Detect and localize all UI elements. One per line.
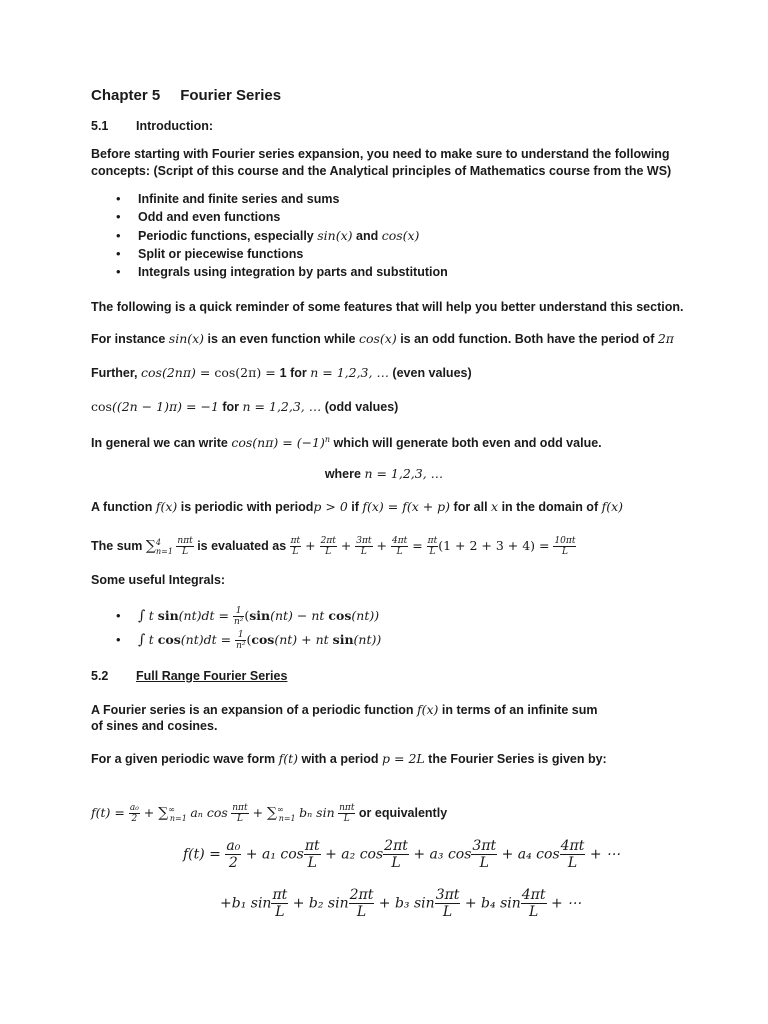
list-item-text: Periodic functions, especially: [138, 229, 318, 243]
math-fraction: $\frac{10\pi t}{L}$: [554, 536, 576, 558]
section-number: 5.1: [91, 119, 109, 133]
chapter-label: Chapter 5: [91, 87, 161, 104]
chapter-heading: [91, 88, 281, 104]
text: (even values): [388, 366, 472, 380]
math-inline: sin(x): [168, 331, 205, 346]
bullet-icon: •: [116, 632, 121, 647]
section-number: 5.2: [91, 669, 109, 683]
math-fraction: $\frac{\text{nπt}}{L}$: [177, 536, 193, 558]
text: For instance: [91, 332, 169, 346]
where-line: [0, 466, 768, 482]
math-inline: n = 1,2,3, …: [242, 399, 322, 414]
section-5-1-heading: [91, 118, 213, 134]
math-fraction: $\frac{\pi t}{L}$: [304, 838, 320, 871]
list-item: Split or piecewise functions: [138, 247, 304, 261]
math-fraction: $\frac{\pi t}{L}$: [290, 536, 301, 558]
text: is an even function while: [204, 332, 359, 346]
text: In general we can write: [91, 436, 232, 451]
fourier-series-compact: f(t) = $\frac{\text{a₀}}{2}$ + $\sum^\infty_{n=1}$ aₙ cos $\frac{\text{nπt}}{L}$ + $\sum^\infty_{n=1}$ bₙ sin $\frac{\text{nπt}}{L}$ or equivalently: [91, 803, 448, 825]
math-superscript: n: [324, 435, 331, 444]
math-fraction: $\frac{\text{nπt}}{L}$: [232, 803, 248, 825]
math-fraction: $\frac{4\pi t}{L}$: [521, 887, 546, 920]
reminder-paragraph: The following is a quick reminder of some features that will help you better understand this section.: [91, 300, 684, 314]
odd-values-paragraph: [91, 399, 398, 415]
math-inline: ((2n − 1)π) = −1: [111, 399, 219, 414]
bullet-icon: •: [116, 608, 121, 623]
sigma-icon: ∑: [158, 805, 169, 822]
math-superscript: 4: [155, 538, 161, 547]
math-fraction: $\frac{\text{a₀}}{2}$: [129, 803, 139, 825]
math-inline: cos(x): [381, 228, 420, 243]
math-inline: x: [491, 499, 499, 514]
text: for: [218, 400, 243, 414]
fourier-definition-line-1: A Fourier series is an expansion of a periodic function f(x) in terms of an infinite sum: [91, 702, 598, 717]
math-fraction: $\frac{4\pi t}{L}$: [560, 838, 585, 871]
text: if: [347, 500, 363, 514]
math-fraction: $\frac{2\pi t}{L}$: [349, 887, 374, 920]
math-fraction: $\frac{3\pi t}{L}$: [356, 536, 372, 558]
list-item: Odd and even functions: [138, 210, 281, 224]
sigma-icon: ∑: [145, 538, 156, 555]
further-paragraph: [91, 365, 472, 381]
math-fraction: $\frac{4\pi t}{L}$: [391, 536, 408, 558]
section-title: Full Range Fourier Series: [136, 669, 288, 683]
intro-line-1: Before starting with Fourier series expansion, you need to make sure to understand the following: [91, 147, 670, 161]
list-item: Integrals using integration by parts and substitution: [138, 265, 448, 279]
list-item: Infinite and finite series and sums: [138, 192, 340, 206]
math-fraction: $\frac{3\pi t}{L}$: [472, 838, 497, 871]
math-fraction: $\frac{\text{nπt}}{L}$: [339, 803, 355, 825]
math-fraction: $\frac{1}{\text{n²}}$: [233, 606, 244, 627]
math-fraction: $\frac{3\pi t}{L}$: [435, 887, 460, 920]
intro-line-2: concepts: (Script of this course and the Analytical principles of Mathematics course from the WS): [91, 164, 672, 178]
periodic-definition: [91, 499, 623, 515]
fourier-series-expanded-sin: +b₁ sin $\frac{\pi t}{L}$ + b₂ sin $\frac{2\pi t}{L}$ + b₃ sin $\frac{3\pi t}{L}$ + b₄ sin $\frac{4\pi t}{L}$ + ⋯: [220, 887, 582, 920]
math-inline: cos(2π) =: [214, 365, 280, 380]
sum-example: The sum ∑$^4_{n=1}$ $\frac{\text{nπt}}{L}$ is evaluated as $\frac{\pi t}{L}$ + $\frac{2\pi t}{L}$ + $\frac{3\pi t}{L}$ + $\frac{4\pi t}{L}$ = $\frac{\pi t}{L}$ (1 + 2 + 3 + 4) = $\frac{10\pi t}{L}$: [91, 536, 576, 558]
general-paragraph: [91, 432, 602, 451]
math-inline: sin(x): [317, 228, 353, 243]
fourier-definition-line-2: of sines and cosines.: [91, 719, 218, 733]
chapter-title: Fourier Series: [180, 87, 282, 104]
section-title: Introduction:: [136, 119, 214, 133]
integral-item-2: ∫ t cos(nt)dt = $\frac{1}{\text{n²}}$ (cos(nt) + nt sin(nt)): [138, 630, 382, 651]
math-inline: p > 0: [313, 499, 348, 514]
bullet-icon: •: [116, 228, 121, 243]
fourier-series-expanded-cos: f(t) = $\frac{\text{a₀}}{2}$ + a₁ cos $\frac{\pi t}{L}$ + a₂ cos $\frac{2\pi t}{L}$ + a₃ cos $\frac{3\pi t}{L}$ + a₄ cos $\frac{4\pi t}{L}$ + ⋯: [183, 838, 621, 871]
math-fraction: $\frac{2\pi t}{L}$: [384, 838, 408, 871]
math-subscript: n=1: [155, 546, 173, 556]
bullet-icon: •: [116, 191, 121, 206]
math-inline: 2π: [657, 331, 674, 346]
text: (odd values): [321, 400, 399, 414]
bullet-icon: •: [116, 209, 121, 224]
text: in the domain of: [498, 500, 602, 514]
text: where: [324, 467, 365, 481]
math-fraction: $\frac{2\pi t}{L}$: [320, 536, 336, 558]
instance-paragraph: [91, 331, 674, 347]
bullet-icon: •: [116, 264, 121, 279]
sigma-icon: ∑: [267, 805, 278, 822]
text: for: [286, 366, 311, 380]
integral-icon: ∫: [138, 631, 146, 648]
math-inline: cos(x): [358, 331, 397, 346]
math-fraction: $\frac{\text{a₀}}{2}$: [226, 838, 241, 871]
text: The sum: [91, 539, 146, 554]
math-inline: n = 1,2,3, …: [310, 365, 389, 380]
math-inline: cos(nπ) = (−1): [231, 435, 325, 451]
text: Further,: [91, 366, 142, 380]
section-5-2-heading: [91, 668, 287, 684]
math-inline: f(x) = f(x + p): [362, 499, 451, 514]
bullet-icon: •: [116, 246, 121, 261]
integral-item-1: ∫ t sin(nt)dt = $\frac{1}{\text{n²}}$ (sin(nt) − nt cos(nt)): [138, 606, 380, 627]
useful-integrals-heading: Some useful Integrals:: [91, 573, 226, 587]
math-inline: f(x): [601, 499, 624, 514]
math-inline: f(x): [155, 499, 178, 514]
text: or equivalently: [355, 806, 448, 821]
text: is periodic with period: [177, 500, 314, 514]
text: which will generate both even and odd value.: [330, 436, 602, 451]
text: A function: [91, 500, 156, 514]
text: is evaluated as: [193, 539, 290, 554]
math-fraction: $\frac{\pi t}{L}$: [272, 887, 288, 920]
math-fraction: $\frac{1}{\text{n²}}$: [236, 630, 246, 651]
math-fraction: $\frac{\pi t}{L}$: [427, 536, 438, 558]
text: is an odd function. Both have the period of: [396, 332, 658, 346]
given-waveform-line: For a given periodic wave form f(t) with a period p = 2L the Fourier Series is given by:: [91, 751, 607, 766]
math-inline: n = 1,2,3, …: [364, 466, 444, 481]
text: for all: [450, 500, 492, 514]
math-inline: cos: [91, 399, 112, 414]
math-inline: cos(2nπ) =: [141, 365, 215, 380]
list-item-text: and: [352, 229, 382, 243]
list-item: [138, 228, 419, 244]
integral-icon: ∫: [138, 607, 146, 624]
text: 1: [279, 366, 287, 380]
